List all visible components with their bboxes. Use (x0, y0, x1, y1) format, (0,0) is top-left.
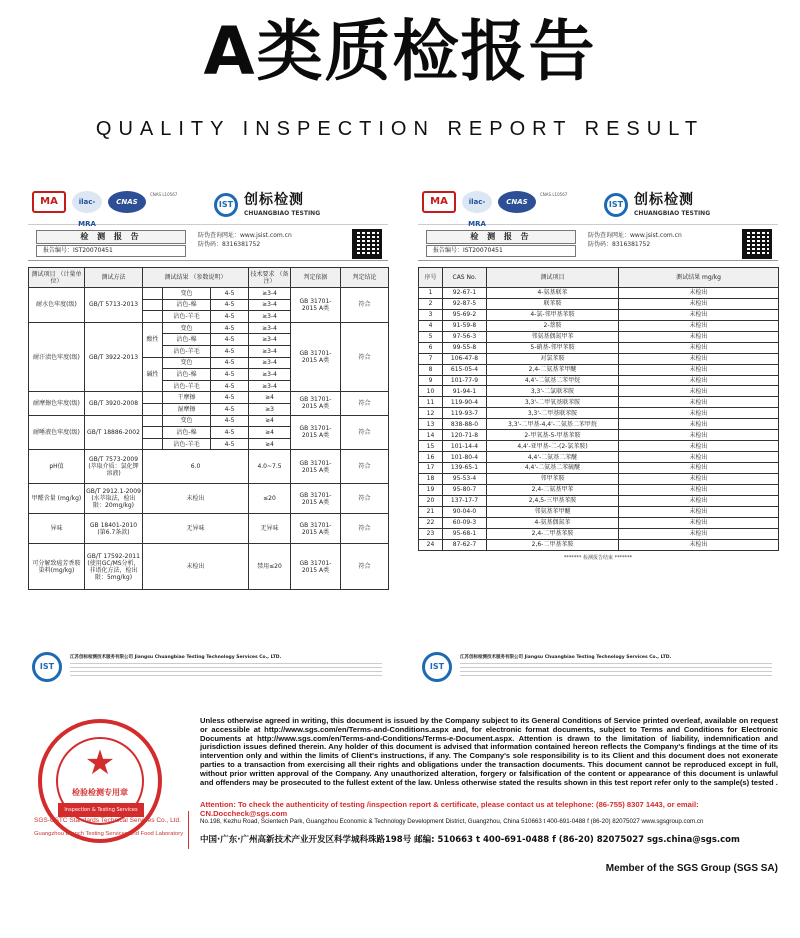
test-item: 耐水色牢度(级) (29, 288, 85, 323)
row-number: 3 (419, 309, 443, 320)
query-site: 防伪查询网址：www.jsist.com.cn (198, 232, 292, 239)
anti-fake-info (588, 231, 682, 249)
amine-name: 3,3'-二甲氧基联苯胺 (487, 397, 619, 408)
cas-number: 97-56-3 (443, 331, 487, 342)
ist-logo-icon: IST (604, 193, 628, 217)
cas-number: 101-77-9 (443, 375, 487, 386)
cnas-logo: CNAS (108, 191, 146, 213)
group-label (143, 438, 163, 450)
cas-number: 120-71-8 (443, 430, 487, 441)
row-number: 8 (419, 364, 443, 375)
amine-name: 邻甲苯胺 (487, 473, 619, 484)
sub-item: 沾色-棉 (163, 334, 211, 346)
table-row (419, 331, 779, 342)
test-value: 未检出 (143, 484, 249, 514)
test-value: 4-5 (211, 403, 249, 415)
amine-name: 3,3'-二甲基联苯胺 (487, 408, 619, 419)
cas-number: 615-05-4 (443, 364, 487, 375)
test-value: 4-5 (211, 369, 249, 381)
table-row (419, 353, 779, 364)
test-value: 4-5 (211, 345, 249, 357)
row-number: 21 (419, 506, 443, 517)
test-method: GB/T 17592-2011 (使用GC/MS分析，非谱化方法，检出限：5mg/kg) (85, 544, 143, 590)
amine-name: 联苯胺 (487, 298, 619, 309)
page-subtitle: QUALITY INSPECTION REPORT RESULT (95, 118, 705, 140)
group-label (143, 392, 163, 404)
table-row (419, 298, 779, 309)
cas-number: 90-04-0 (443, 506, 487, 517)
amine-name: 2,4,5-三甲基苯胺 (487, 495, 619, 506)
ist-logo-icon: IST (214, 193, 238, 217)
amine-name: 对氯苯胺 (487, 353, 619, 364)
cas-number: 119-90-4 (443, 397, 487, 408)
column-header: 判定依据 (291, 268, 341, 288)
seal-text: 检验检测专用章 (72, 788, 128, 797)
requirement: ≥3-4 (249, 288, 291, 300)
test-value: 4-5 (211, 288, 249, 300)
test-result: 未检出 (619, 452, 779, 463)
sub-item: 变色 (163, 288, 211, 300)
cas-number: 137-17-7 (443, 495, 487, 506)
cas-number: 92-67-1 (443, 288, 487, 299)
test-method: GB/T 3922-2013 (85, 322, 143, 392)
row-number: 16 (419, 452, 443, 463)
footer-fine-print (460, 663, 772, 677)
conclusion: 符合 (341, 392, 389, 415)
sgs-disclaimer: Unless otherwise agreed in writing, this document is issued by the Company subject to its General Conditions of Service printed overleaf, available on request or accessible at http://www.sgs.com/en/Terms-and-Conditions.aspx and, for electronic format documents, subject to Terms and Conditions for Electronic Documents at http://www.sgs.com/en/Terms-and-Conditions/Terms-e-Document.aspx. Attention is drawn to the limitation of liability, indemnification and jurisdiction issues defined therein. Any holder of this document is advised that information contained hereon reflects the Company's findings at the time of its intervention only and within the limits of Client's instructions, if any. The Company's sole responsibility is to its Client and this document does not exonerate parties to a transaction from exercising all their rights and obligations under the transaction documents. This document cannot be reproduced except in full, without prior written approval of the Company. Any unauthorized alteration, forgery or falsification of the content or appearance of this document is unlawful and offenders may be prosecuted to the fullest extent of the law. Unless otherwise stated the results shown in this test report refer only to the sample(s) tested . (200, 716, 778, 787)
row-number: 15 (419, 441, 443, 452)
requirement: ≥4 (249, 438, 291, 450)
group-label (143, 427, 163, 439)
requirement: 无异味 (249, 514, 291, 544)
table-row (419, 484, 779, 495)
table-row (419, 473, 779, 484)
test-result: 未检出 (619, 419, 779, 430)
ilac-logo: ilac-MRA (72, 191, 102, 213)
test-method: GB/T 7573-2009 (萃取介质：氯化钾溶液) (85, 450, 143, 484)
amine-name: 5-硝基-邻甲苯胺 (487, 342, 619, 353)
test-value: 4-5 (211, 415, 249, 427)
qr-code-icon (742, 229, 772, 259)
brand-name: 创标检测 (634, 192, 694, 208)
test-result: 未检出 (619, 386, 779, 397)
cnas-logo: CNAS (498, 191, 536, 213)
test-result: 未检出 (619, 430, 779, 441)
judgment-basis: GB 31701-2015 A类 (291, 415, 341, 450)
judgment-basis: GB 31701-2015 A类 (291, 514, 341, 544)
test-result: 未检出 (619, 342, 779, 353)
amine-name: 4,4'-二氨基二苯醚 (487, 452, 619, 463)
test-method: GB/T 3920-2008 (85, 392, 143, 415)
table-row (29, 484, 389, 514)
sgs-attention: Attention: To check the authenticity of testing /inspection report & certificate, please contact us at telephone: (86-755) 8307 1443, or email: CN.Doccheck@sgs.com (200, 800, 699, 818)
amine-name: 4,4'-二氨基二苯甲烷 (487, 375, 619, 386)
judgment-basis: GB 31701-2015 A类 (291, 544, 341, 590)
row-number: 20 (419, 495, 443, 506)
row-number: 6 (419, 342, 443, 353)
report-header (418, 183, 778, 228)
report-header (28, 183, 388, 228)
test-value: 4-5 (211, 322, 249, 334)
footer-fine-print (70, 663, 382, 677)
ilac-logo: ilac-MRA (462, 191, 492, 213)
judgment-basis: GB 31701-2015 A类 (291, 322, 341, 392)
requirement: ≥4 (249, 415, 291, 427)
conclusion: 符合 (341, 544, 389, 590)
cas-number: 95-80-7 (443, 484, 487, 495)
cas-number: 838-88-0 (443, 419, 487, 430)
table-header-row (29, 268, 389, 288)
test-value: 4-5 (211, 357, 249, 369)
column-header: 测试项目 （计量单位） (29, 268, 85, 288)
requirement: ≥3-4 (249, 369, 291, 381)
column-header: 测试结果 mg/kg (619, 268, 779, 288)
group-label (143, 311, 163, 323)
sub-item: 沾色-羊毛 (163, 311, 211, 323)
row-number: 17 (419, 463, 443, 474)
report-title: 检 测 报 告 (36, 230, 186, 244)
sgs-address-en: No.198, Kezhu Road, Scientech Park, Guangzhou Economic & Technology Development District, Guangzhou, China 510663 t 400-691-0488 f (86-20) 82075027 www.sgsgroup.com.cn (200, 818, 704, 825)
brand-name: 创标检测 (244, 192, 304, 208)
row-number: 2 (419, 298, 443, 309)
sub-item: 变色 (163, 357, 211, 369)
table-row (419, 495, 779, 506)
cma-logo: MA (32, 191, 66, 213)
row-number: 4 (419, 320, 443, 331)
cas-number: 139-65-1 (443, 463, 487, 474)
sgs-company: SGS-CSTC Standards Technical Services Co., Ltd. (34, 817, 181, 824)
test-result: 未检出 (619, 506, 779, 517)
cert-caption: CNAS L10567 (540, 192, 568, 197)
table-row (419, 419, 779, 430)
test-value: 4-5 (211, 438, 249, 450)
cma-logo: MA (422, 191, 456, 213)
row-number: 13 (419, 419, 443, 430)
test-item: 可分解致癌芳香胺染料(mg/kg) (29, 544, 85, 590)
test-value: 4-5 (211, 427, 249, 439)
report-footer-left (28, 648, 388, 696)
test-item: 甲醛含量 (mg/kg) (29, 484, 85, 514)
amine-name: 2,4-二氨基甲苯 (487, 484, 619, 495)
table-row (419, 517, 779, 528)
amine-name: 邻氨基苯甲醚 (487, 506, 619, 517)
divider (188, 811, 189, 849)
test-result: 未检出 (619, 463, 779, 474)
report-left (28, 183, 388, 590)
cas-number: 60-09-3 (443, 517, 487, 528)
judgment-basis: GB 31701-2015 A类 (291, 450, 341, 484)
requirement: ≥4 (249, 427, 291, 439)
sub-item: 变色 (163, 415, 211, 427)
cas-number: 95-53-4 (443, 473, 487, 484)
amine-name: 2,4-二甲基苯胺 (487, 528, 619, 539)
brand-name-en: CHUANGBIAO TESTING (244, 210, 321, 217)
requirement: ≥3-4 (249, 311, 291, 323)
cas-number: 101-80-4 (443, 452, 487, 463)
row-number: 19 (419, 484, 443, 495)
test-result: 未检出 (619, 539, 779, 550)
table-row (419, 320, 779, 331)
cas-number: 95-69-2 (443, 309, 487, 320)
sub-item: 沾色-棉 (163, 369, 211, 381)
row-number: 23 (419, 528, 443, 539)
cas-number: 92-87-5 (443, 298, 487, 309)
table-row (419, 506, 779, 517)
amine-name: 2-萘胺 (487, 320, 619, 331)
group-label: 酸性 (143, 322, 163, 357)
test-method: GB/T 18886-2002 (85, 415, 143, 450)
sub-item: 沾色-棉 (163, 299, 211, 311)
anti-fake-info (198, 231, 292, 249)
test-result: 未检出 (619, 309, 779, 320)
report-info (28, 229, 388, 261)
sub-item: 变色 (163, 322, 211, 334)
group-label (143, 288, 163, 300)
sgs-member-line: Member of the SGS Group (SGS SA) (605, 863, 778, 874)
conclusion: 符合 (341, 288, 389, 323)
table-row (419, 408, 779, 419)
requirement: ≤20 (249, 484, 291, 514)
red-seal-stamp (38, 719, 162, 843)
qr-code-icon (352, 229, 382, 259)
requirement: ≥4 (249, 392, 291, 404)
test-value: 4-5 (211, 299, 249, 311)
amine-name: 4-氯-邻甲基苯胺 (487, 309, 619, 320)
row-number: 22 (419, 517, 443, 528)
amine-name: 邻氨基偶氮甲苯 (487, 331, 619, 342)
amine-name: 2-甲氧基-5-甲基苯胺 (487, 430, 619, 441)
conclusion: 符合 (341, 484, 389, 514)
conclusion: 符合 (341, 514, 389, 544)
requirement: ≥3-4 (249, 334, 291, 346)
cas-number: 106-47-8 (443, 353, 487, 364)
column-header: 序号 (419, 268, 443, 288)
row-number: 24 (419, 539, 443, 550)
amine-name: 2,6-二甲基苯胺 (487, 539, 619, 550)
test-method: GB 18401-2010 (第6.7条款) (85, 514, 143, 544)
table-row (29, 514, 389, 544)
test-result: 未检出 (619, 320, 779, 331)
table-row (419, 386, 779, 397)
query-site: 防伪查询网址：www.jsist.com.cn (588, 232, 682, 239)
table-row (419, 452, 779, 463)
test-value: 6.0 (143, 450, 249, 484)
table-row (29, 322, 389, 334)
test-result: 未检出 (619, 441, 779, 452)
report-end-marker: ******* 检测报告结束 ******* (563, 554, 633, 561)
amine-name: 4-氨基偶氮苯 (487, 517, 619, 528)
conclusion: 符合 (341, 322, 389, 392)
amine-results-table (418, 267, 779, 551)
report-right (418, 183, 778, 561)
page-title: A类质检报告 (203, 13, 597, 90)
test-result: 未检出 (619, 517, 779, 528)
test-result: 未检出 (619, 484, 779, 495)
group-label (143, 299, 163, 311)
test-item: pH值 (29, 450, 85, 484)
requirement: ≥3-4 (249, 322, 291, 334)
table-row (419, 288, 779, 299)
ist-logo-icon: IST (422, 652, 452, 682)
row-number: 14 (419, 430, 443, 441)
judgment-basis: GB 31701-2015 A类 (291, 392, 341, 415)
column-header: 技术要求 （备注） (249, 268, 291, 288)
column-header: 测试结果 （参数说明） (143, 268, 249, 288)
group-label (143, 415, 163, 427)
test-result: 未检出 (619, 364, 779, 375)
test-item: 异味 (29, 514, 85, 544)
report-title: 检 测 报 告 (426, 230, 576, 244)
requirement: ≥3-4 (249, 345, 291, 357)
test-item: 耐唾液色牢度(级) (29, 415, 85, 450)
test-result: 未检出 (619, 495, 779, 506)
amine-name: 4,4'-二氨基二苯硫醚 (487, 463, 619, 474)
cas-number: 95-68-1 (443, 528, 487, 539)
row-number: 10 (419, 386, 443, 397)
judgment-basis: GB 31701-2015 A类 (291, 484, 341, 514)
test-result: 未检出 (619, 298, 779, 309)
requirement: ≥3-4 (249, 357, 291, 369)
sub-item: 沾色-棉 (163, 427, 211, 439)
table-row (419, 528, 779, 539)
report-info (418, 229, 778, 261)
table-header-row (419, 268, 779, 288)
group-label: 碱性 (143, 357, 163, 392)
test-result: 未检出 (619, 353, 779, 364)
report-number: 报告编号：IST20070451 (426, 245, 576, 257)
table-row (29, 415, 389, 427)
requirement: 禁用≤20 (249, 544, 291, 590)
column-header: CAS No. (443, 268, 487, 288)
table-row (419, 539, 779, 550)
test-value: 4-5 (211, 392, 249, 404)
requirement: ≥3 (249, 403, 291, 415)
star-icon: ★ (84, 743, 116, 783)
row-number: 12 (419, 408, 443, 419)
column-header: 判定结论 (341, 268, 389, 288)
sub-item: 沾色-羊毛 (163, 345, 211, 357)
test-result: 未检出 (619, 397, 779, 408)
cas-number: 91-94-1 (443, 386, 487, 397)
test-value: 4-5 (211, 380, 249, 392)
test-method: GB/T 5713-2013 (85, 288, 143, 323)
row-number: 9 (419, 375, 443, 386)
sub-item: 沾色-羊毛 (163, 438, 211, 450)
query-code: 防伪码：8316381752 (198, 241, 261, 248)
test-value: 4-5 (211, 334, 249, 346)
seal-banner: Inspection & Testing Services (58, 803, 144, 817)
ist-logo-icon: IST (32, 652, 62, 682)
table-row (419, 397, 779, 408)
cas-number: 91-59-8 (443, 320, 487, 331)
column-header: 测试方法 (85, 268, 143, 288)
report-footer-right (418, 648, 778, 696)
table-row (29, 288, 389, 300)
table-row (419, 342, 779, 353)
table-row (419, 441, 779, 452)
requirement: ≥3-4 (249, 299, 291, 311)
table-row (29, 544, 389, 590)
test-result: 未检出 (619, 288, 779, 299)
sgs-branch: Guangzhou Branch Testing Services and Food Laboratory (34, 831, 184, 837)
amine-name: 2,4-二氨基苯甲醚 (487, 364, 619, 375)
table-row (419, 463, 779, 474)
sgs-address-cn: 中国·广东·广州高新技术产业开发区科学城科珠路198号 邮编: 510663 t 400-691-0488 f (86-20) 82075027 sgs.china@sgs.com (200, 835, 740, 845)
conclusion: 符合 (341, 450, 389, 484)
cert-caption: CNAS L10567 (150, 192, 178, 197)
table-row (419, 375, 779, 386)
group-label (143, 403, 163, 415)
table-row (419, 309, 779, 320)
table-row (29, 392, 389, 404)
sgs-certificate-footer (34, 715, 778, 885)
amine-name: 3,3'-二甲基-4,4'-二氨基二苯甲烷 (487, 419, 619, 430)
sub-item: 干摩擦 (163, 392, 211, 404)
judgment-basis: GB 31701-2015 A类 (291, 288, 341, 323)
row-number: 11 (419, 397, 443, 408)
table-row (419, 430, 779, 441)
amine-name: 4-氨基联苯 (487, 288, 619, 299)
test-item: 耐汗渍色牢度(级) (29, 322, 85, 392)
test-result: 未检出 (619, 375, 779, 386)
test-result: 未检出 (619, 528, 779, 539)
requirement: 4.0~7.5 (249, 450, 291, 484)
requirement: ≥3-4 (249, 380, 291, 392)
footer-company: 江苏创标检测技术服务有限公司 Jiangsu Chuangbiao Testing Technology Services Co., LTD. (460, 655, 672, 660)
test-value: 4-5 (211, 311, 249, 323)
conclusion: 符合 (341, 415, 389, 450)
row-number: 18 (419, 473, 443, 484)
test-item: 耐摩擦色牢度(级) (29, 392, 85, 415)
row-number: 7 (419, 353, 443, 364)
row-number: 1 (419, 288, 443, 299)
query-code: 防伪码：8316381752 (588, 241, 651, 248)
test-method: GB/T 2912.1-2009 (水萃取法，检出限：20mg/kg) (85, 484, 143, 514)
cas-number: 99-55-8 (443, 342, 487, 353)
test-value: 无异味 (143, 514, 249, 544)
table-row (29, 450, 389, 484)
table-row (419, 364, 779, 375)
amine-name: 3,3'-二氯联苯胺 (487, 386, 619, 397)
test-value: 未检出 (143, 544, 249, 590)
cas-number: 101-14-4 (443, 441, 487, 452)
sub-item: 湿摩擦 (163, 403, 211, 415)
test-result: 未检出 (619, 408, 779, 419)
footer-company: 江苏创标检测技术服务有限公司 Jiangsu Chuangbiao Testing Technology Services Co., LTD. (70, 655, 282, 660)
cas-number: 119-93-7 (443, 408, 487, 419)
test-result: 未检出 (619, 331, 779, 342)
report-number: 报告编号：IST20070451 (36, 245, 186, 257)
column-header: 测试项目 (487, 268, 619, 288)
test-result: 未检出 (619, 473, 779, 484)
row-number: 5 (419, 331, 443, 342)
amine-name: 4,4'-亚甲基-二-(2-氯苯胺) (487, 441, 619, 452)
brand-name-en: CHUANGBIAO TESTING (634, 210, 711, 217)
cas-number: 87-62-7 (443, 539, 487, 550)
sub-item: 沾色-羊毛 (163, 380, 211, 392)
test-results-table (28, 267, 389, 590)
